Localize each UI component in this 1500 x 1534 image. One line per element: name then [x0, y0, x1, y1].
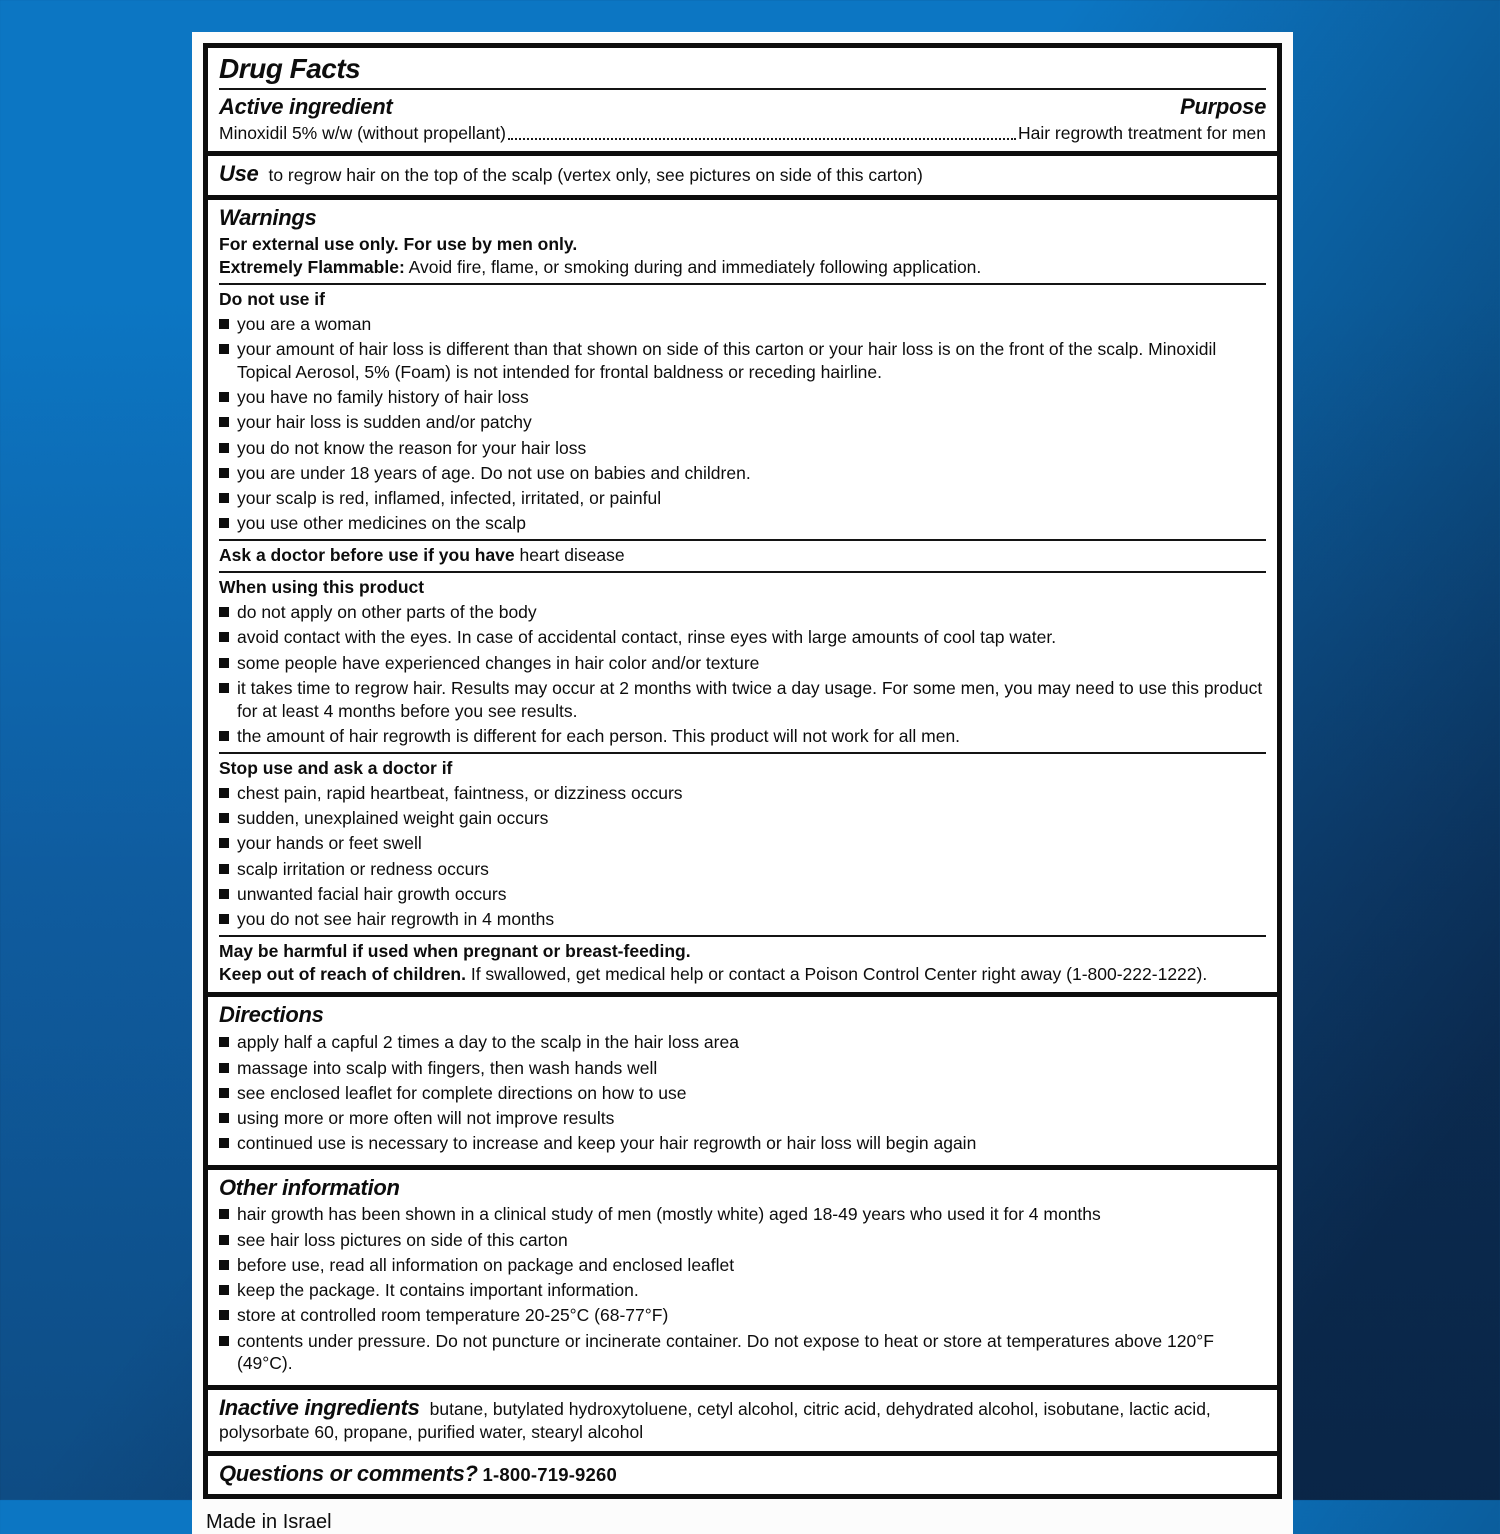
bullet-item	[219, 512, 1266, 535]
flammable-text: Avoid fire, flame, or smoking during and immediately following application.	[404, 256, 982, 277]
square-bullet-icon	[219, 632, 229, 642]
bullet-text: your amount of hair loss is different than that shown on side of this carton or your hair loss is on the front of the scalp. Minoxidil Topical Aerosol, 5% (Foam) is not intended for frontal baldness or receding hairline.	[237, 339, 1217, 382]
bullet-item	[219, 487, 1266, 510]
bullet-item	[219, 1107, 1266, 1130]
active-ingredient-heading: Active ingredient	[219, 94, 393, 120]
square-bullet-icon	[219, 493, 229, 503]
square-bullet-icon	[219, 731, 229, 741]
bullet-text: your hair loss is sudden and/or patchy	[237, 412, 532, 433]
directions-list	[219, 1031, 1266, 1155]
square-bullet-icon	[219, 1113, 229, 1123]
when-using-list	[219, 601, 1266, 748]
bullet-item	[219, 1304, 1266, 1327]
square-bullet-icon	[219, 813, 229, 823]
bullet-item	[219, 1057, 1266, 1080]
bullet-item	[219, 725, 1266, 748]
square-bullet-icon	[219, 1138, 229, 1148]
bullet-item	[219, 601, 1266, 624]
bullet-text: you do not see hair regrowth in 4 months	[237, 909, 555, 930]
bullet-text: chest pain, rapid heartbeat, faintness, or dizziness occurs	[237, 782, 683, 803]
directions-heading: Directions	[219, 1002, 324, 1028]
bullet-text: you have no family history of hair loss	[237, 387, 529, 408]
keep-out-bold: Keep out of reach of children.	[219, 963, 466, 984]
bullet-text: you do not know the reason for your hair loss	[237, 437, 587, 458]
bullet-text: see hair loss pictures on side of this carton	[237, 1229, 568, 1250]
bullet-item	[219, 1203, 1266, 1226]
square-bullet-icon	[219, 1088, 229, 1098]
bullet-item	[219, 1082, 1266, 1105]
bullet-item	[219, 1031, 1266, 1054]
do-not-use-heading: Do not use if	[219, 288, 325, 309]
bullet-text: using more or more often will not improve results	[237, 1108, 615, 1128]
bullet-text: you are a woman	[237, 313, 372, 334]
section-warnings	[208, 195, 1277, 993]
bullet-item	[219, 883, 1266, 906]
square-bullet-icon	[219, 683, 229, 693]
bullet-text: unwanted facial hair growth occurs	[237, 883, 507, 904]
drug-facts-title: Drug Facts	[219, 53, 361, 84]
use-line	[219, 161, 1266, 187]
other-information-heading: Other information	[219, 1174, 400, 1200]
ingredient-name: Minoxidil 5% w/w (without propellant)	[219, 122, 506, 143]
bullet-text: it takes time to regrow hair. Results may occur at 2 months with twice a day usage. For some men, you may need to use this product for at least 4 months before you see results.	[237, 677, 1263, 721]
square-bullet-icon	[219, 443, 229, 453]
square-bullet-icon	[219, 607, 229, 617]
questions-line	[219, 1461, 1266, 1487]
bullet-text: contents under pressure. Do not puncture or incinerate container. Do not expose to heat or store at temperatures above 120°F (49°C).	[237, 1330, 1214, 1374]
drug-facts-label-panel	[192, 32, 1293, 1534]
section-questions	[208, 1451, 1277, 1494]
square-bullet-icon	[219, 392, 229, 402]
inactive-ingredients-text: butane, butylated hydroxytoluene, cetyl alcohol, citric acid, dehydrated alcohol, isobutane, lactic acid, polysorbate 60, propane, purified water, stearyl alcohol	[219, 1398, 1211, 1443]
drug-facts-box	[203, 43, 1282, 1499]
inactive-ingredients-heading: Inactive ingredients	[219, 1394, 420, 1420]
pregnant-warning: May be harmful if used when pregnant or breast-feeding.	[219, 940, 691, 961]
section-inactive-ingredients	[208, 1385, 1277, 1451]
bullet-item	[219, 386, 1266, 409]
divider	[219, 571, 1266, 573]
divider	[219, 88, 1266, 90]
section-other-information	[208, 1165, 1277, 1385]
square-bullet-icon	[219, 889, 229, 899]
bullet-item	[219, 1132, 1266, 1155]
square-bullet-icon	[219, 1209, 229, 1219]
external-use-line: For external use only. For use by men only.	[219, 234, 578, 255]
bullet-text: the amount of hair regrowth is different for each person. This product will not work for all men.	[237, 725, 961, 746]
bullet-item	[219, 1330, 1266, 1376]
divider	[219, 935, 1266, 937]
purpose-value: Hair regrowth treatment for men	[1017, 122, 1266, 143]
square-bullet-icon	[219, 319, 229, 329]
square-bullet-icon	[219, 864, 229, 874]
bullet-text: some people have experienced changes in hair color and/or texture	[237, 652, 760, 673]
stop-use-list	[219, 782, 1266, 931]
square-bullet-icon	[219, 1063, 229, 1073]
square-bullet-icon	[219, 344, 229, 354]
square-bullet-icon	[219, 417, 229, 427]
bullet-text: before use, read all information on package and enclosed leaflet	[237, 1254, 735, 1275]
bullet-text: hair growth has been shown in a clinical study of men (mostly white) aged 18-49 years who used it for 4 months	[237, 1204, 1101, 1225]
made-in-text: Made in Israel	[206, 1511, 332, 1534]
bullet-item	[219, 1229, 1266, 1252]
bullet-text: do not apply on other parts of the body	[237, 602, 537, 623]
square-bullet-icon	[219, 838, 229, 848]
divider	[219, 283, 1266, 285]
bullet-text: sudden, unexplained weight gain occurs	[237, 808, 549, 829]
square-bullet-icon	[219, 1285, 229, 1295]
bullet-text: your scalp is red, inflamed, infected, irritated, or painful	[237, 488, 662, 509]
flammable-line	[219, 256, 1266, 279]
square-bullet-icon	[219, 658, 229, 668]
active-purpose-headings	[219, 94, 1266, 120]
use-text: to regrow hair on the top of the scalp (vertex only, see pictures on side of this carton)	[268, 165, 923, 186]
square-bullet-icon	[219, 1310, 229, 1320]
stop-use-heading: Stop use and ask a doctor if	[219, 757, 453, 778]
bullet-item	[219, 858, 1266, 881]
bullet-text: store at controlled room temperature 20-25°C (68-77°F)	[237, 1305, 669, 1326]
bullet-item	[219, 782, 1266, 805]
other-information-list	[219, 1203, 1266, 1375]
bullet-text: avoid contact with the eyes. In case of accidental contact, rinse eyes with large amounts of cool tap water.	[237, 627, 1057, 648]
bullet-text: continued use is necessary to increase and keep your hair regrowth or hair loss will begin again	[237, 1133, 977, 1154]
keep-out-line	[219, 963, 1266, 986]
bullet-item	[219, 462, 1266, 485]
bullet-text: your hands or feet swell	[237, 833, 422, 854]
ingredient-row	[219, 122, 1266, 145]
inactive-ingredients-line	[219, 1395, 1266, 1444]
bullet-item	[219, 677, 1266, 723]
ask-doctor-line	[219, 544, 1266, 567]
bullet-item	[219, 908, 1266, 931]
dotted-leader	[508, 138, 1016, 140]
bullet-item	[219, 338, 1266, 384]
bullet-text: massage into scalp with fingers, then wash hands well	[237, 1057, 658, 1078]
square-bullet-icon	[219, 1336, 229, 1346]
square-bullet-icon	[219, 1260, 229, 1270]
bullet-text: apply half a capful 2 times a day to the scalp in the hair loss area	[237, 1032, 739, 1053]
square-bullet-icon	[219, 1037, 229, 1047]
ask-doctor-rest: heart disease	[514, 545, 625, 566]
section-use	[208, 151, 1277, 194]
square-bullet-icon	[219, 468, 229, 478]
bullet-item	[219, 1279, 1266, 1302]
bullet-text: scalp irritation or redness occurs	[237, 858, 489, 879]
when-using-heading: When using this product	[219, 576, 425, 597]
keep-out-rest: If swallowed, get medical help or contact a Poison Control Center right away (1-800-222-1222).	[465, 963, 1208, 984]
questions-heading: Questions or comments?	[219, 1460, 478, 1486]
bullet-text: see enclosed leaflet for complete directions on how to use	[237, 1082, 687, 1103]
divider	[219, 752, 1266, 754]
bullet-item	[219, 652, 1266, 675]
use-heading: Use	[219, 161, 259, 187]
bullet-item	[219, 313, 1266, 336]
bullet-text: you are under 18 years of age. Do not use on babies and children.	[237, 462, 751, 483]
square-bullet-icon	[219, 788, 229, 798]
bullet-item	[219, 1254, 1266, 1277]
warnings-heading: Warnings	[219, 204, 317, 230]
bullet-item	[219, 411, 1266, 434]
bullet-item	[219, 437, 1266, 460]
bullet-text: you use other medicines on the scalp	[237, 513, 526, 534]
square-bullet-icon	[219, 914, 229, 924]
section-active-ingredient	[208, 48, 1277, 151]
square-bullet-icon	[219, 1235, 229, 1245]
bullet-text: keep the package. It contains important information.	[237, 1280, 639, 1301]
bullet-item	[219, 807, 1266, 830]
section-directions	[208, 992, 1277, 1164]
square-bullet-icon	[219, 518, 229, 528]
divider	[219, 539, 1266, 541]
purpose-heading: Purpose	[1180, 94, 1266, 120]
bullet-item	[219, 626, 1266, 649]
do-not-use-list	[219, 313, 1266, 535]
bullet-item	[219, 832, 1266, 855]
ask-doctor-bold: Ask a doctor before use if you have	[219, 545, 515, 566]
questions-phone: 1-800-719-9260	[482, 1463, 618, 1485]
flammable-label: Extremely Flammable:	[219, 256, 405, 277]
